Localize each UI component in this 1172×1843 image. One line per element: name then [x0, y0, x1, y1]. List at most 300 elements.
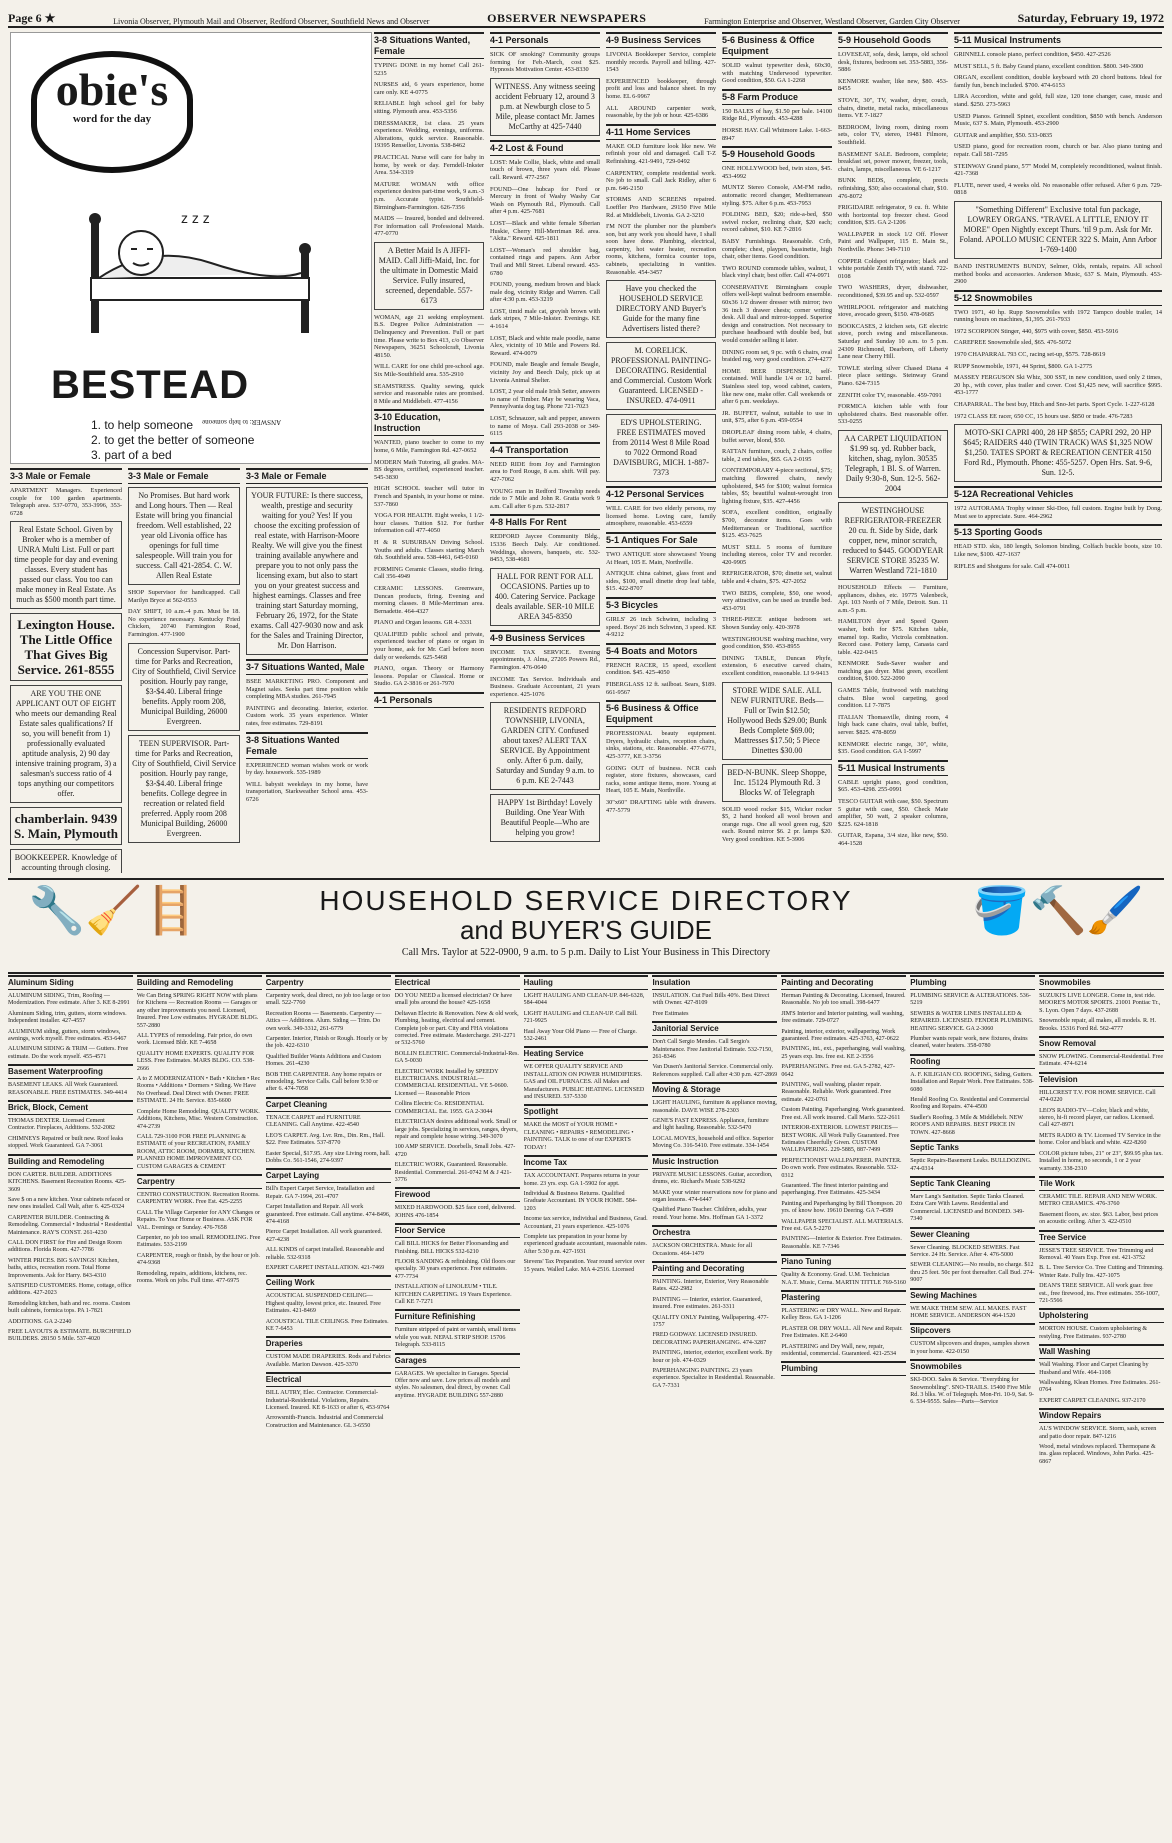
directory-section-heading: Hauling	[524, 975, 649, 990]
classified-ad: TWO WASHERS, dryer, dishwasher, reconditioned, $39.95 and up. 532-0597	[838, 284, 948, 300]
directory-section-heading: Heating Service	[524, 1046, 649, 1061]
classified-ad: TWO 1971, 40 hp. Rupp Snowmobiles with 1972 Tampco double trailer, 14 running hours on machines, $1,395. 261-7933	[954, 308, 1162, 324]
directory-ad: THOMAS DEXTER. Licensed Cement Contractor. Fireplaces, Additions. 532-2082	[8, 1118, 115, 1132]
classified-ad: SOFA, excellent condition, originally $700, decorator items. Goes with Mediterranean or Traditional, sacrifice $125. 453-7625	[722, 509, 832, 540]
classified-ad: KENMORE washer, like new, $80. 453-8455	[838, 77, 948, 93]
directory-ad: LIGHT HAULING, furniture & appliance moving, reasonable. DAVE WISE 278-2303	[652, 1100, 778, 1114]
classified-ad: GRINNELL console piano, perfect condition, $450. 427-2526	[954, 51, 1111, 58]
classified-ad: WOMAN, age 21 seeking employment. B.S. Degree Police Administration — Delinquency and Prevention. Full or part time. Please write to Box 413, c/o Observer Newspapers, 36251 Schoolcraft, Livonia 48150.	[374, 313, 484, 359]
classified-ad: TEEN SUPERVISOR. Part-time for Parks and Recreation, City of Southfield, Civil Service position. Hourly pay range, $3-$4.40. Liberal fringe benefits. College degree in recreation or related field preferred. Apply room 208 Municipal Building, 26000 Evergreen.	[132, 738, 236, 838]
directory-ad: LIGHT HAULING and CLEAN-UP. Call Bill. 721-9925	[523, 1010, 638, 1025]
directory-ad: Remodeling kitchen, bath and rec. rooms. Custom built cabinets, formica tops. PA 1-7821	[8, 1300, 131, 1315]
classified-ad: HOME BEER DISPENSER, self-contained. Will handle 1/4 or 1/2 barrel. Stainless steel top, wood cabinet, casters, like new one, make offer. Call weekends or after 6 p.m. weekdays.	[722, 367, 832, 406]
directory-section-heading: Carpentry	[266, 975, 391, 990]
classified-ad: CARPENTRY, complete residential work. No job to small. Call Jack Ridley, after 6 p.m. 646-2150	[606, 169, 716, 192]
directory-section-heading: Insulation	[652, 975, 777, 990]
classified-ad: INCOME TAX SERVICE. Evening appointments, J. Alma, 27205 Powers Rd., Farmington. 476-0640	[490, 648, 600, 671]
section-heading: 5-8 Farm Produce	[722, 89, 832, 105]
classified-ad: GIRLS' 26 inch Schwinn, including 3 speed. Boys' 26 inch Schwinn, 3 speed. KE 4-9212	[606, 616, 716, 639]
classified-ad: WESTINGHOUSE REFRIGERATOR-FREEZER 20 cu. ft. Side by Side, dark copper, new, minor scratch, reduced to $445.	[842, 505, 942, 555]
classified-ad: RESIDENTS REDFORD TOWNSHIP, LIVONIA, GARDEN CITY. Confused about taxes? ALERT TAX SERVICE. By Appointment only. After 6 p.m. daily, Saturday and Sunday 9 a.m. to 6 p.m. KE 2-7443	[496, 706, 594, 786]
classified-ad: WITNESS. Any witness seeing accident February 12, around 3 p.m. at Newburgh close to 5 Mile, please contact Mr. James McCarthy at 425-7440	[494, 81, 596, 131]
classified-column-7	[722, 32, 832, 873]
classified-ad: FIBERGLASS 12 ft. sailboat. Sears, $189. 661-9567	[606, 680, 716, 696]
classified-ad: FOUND, young, medium brown and black male dog, vicinity Ridge and Warren. Call after 4:30 p.m. 453-3219	[490, 281, 600, 304]
classified-ad: USED piano, good for recreation room, church or bar. Also piano tuning and repair. Call 581-7295	[954, 143, 1162, 158]
directory-column	[137, 975, 262, 1837]
classified-ad: USED Pianos. Grinnell Spinet, excellent condition, $850 with bench. Anderson Music, 637 S. Main, Plymouth. 453-2900	[954, 112, 1162, 128]
section-heading: 3-3 Male or Female	[10, 468, 122, 484]
directory-ad: Complete Home Remodeling. QUALITY WORK. Additions, Kitchens, Misc. Western Construction. 474-2739	[136, 1108, 260, 1130]
classified-ad: LOST: Male Collie, black, white and small touch of brown, three years old. Please call. Reward. 477-2567	[490, 158, 600, 181]
classified-ad: NURSES aid, 6 years experience, home care only. KE 4-0775	[374, 81, 484, 96]
classified-ad: LIVONIA Bookkeeper Service, complete monthly records. Payroll and billing. 427-1543	[606, 51, 716, 74]
classified-ad: AA CARPET LIQUIDATION $1.99 sq. yd. Rubber back, kitchen, shag, nylon. 30535 Telegraph, 1 Bl. S. of Warren. Daily 9:30-8, Sun. 12-5. 562-2004	[844, 433, 942, 493]
classified-ad: BOOKCASES, 2 kitchen sets, GE electric stove, porch swing and miscellaneous. Saturday and Sunday 10 a.m. to 5 p.m. 24309 Richmond, Dearborn, off Liberty Lane near Cherry Hill.	[838, 322, 948, 361]
directory-ad: FREE LAYOUTS & ESTIMATE. BURCHFIELD BUILDERS. 28150 5 Mile. 537-4020	[8, 1329, 131, 1343]
directory-ad: WALLPAPER SPECIALIST. ALL MATERIALS. Free est. GA 5-2270	[781, 1218, 904, 1232]
directory-ad: INSTALLATION of LINOLEUM • TILE. KITCHEN CARPETING. 19 Years Experience. Call KE 7-7271	[394, 1284, 512, 1305]
directory-ad: Save $ on a new kitchen. Your cabinets refaced or new ones installed. Call Walt, after 6. 425-0324	[8, 1196, 130, 1211]
classified-ad: ANTIQUE china cabinet, glass front and sides, $100, small dinette drop leaf table, $15. 422-8707	[606, 570, 716, 593]
directory-ad: GARAGES. We specialize in Garages. Special Offer now and save. Low prices all models and styles. No salesmen, deal direct, by owner. Call anytime. HYGRADE BUILDING 557-2880	[394, 1370, 511, 1399]
directory-section-heading: Tree Service	[1039, 1230, 1164, 1245]
section-heading: 3-7 Situations Wanted, Male	[246, 659, 368, 675]
classified-column-9	[954, 32, 1162, 873]
directory-section-heading: Brick, Block, Cement	[8, 1100, 133, 1115]
display-ad	[490, 568, 600, 626]
directory-section-heading: Moving & Storage	[652, 1082, 777, 1097]
display-ad	[128, 643, 240, 731]
directory-section-heading: Septic Tank Cleaning	[910, 1176, 1035, 1191]
section-heading: 4-1 Personals	[374, 692, 484, 708]
classified-ad: RIFLES and Shotguns for sale. Call 474-0011	[954, 562, 1071, 570]
display-ad	[954, 424, 1162, 482]
page-number: Page 6 ★	[8, 11, 56, 25]
workers-illustration-icon: 🪣🔨🖌️	[972, 885, 1144, 936]
classified-ad: REDFORD Jaycee Community Bldg., 15336 Beech Daly. Air conditioned. Weddings, showers, banquets, etc. 532-8453, 538-4681	[490, 533, 600, 564]
directory-section-heading: Plastering	[781, 1290, 906, 1305]
directory-column	[8, 975, 133, 1837]
directory-section-heading: Building and Remodeling	[137, 975, 262, 990]
directory-ad: Free Estimates	[652, 1010, 689, 1017]
classified-ad: HAPPY 1st Birthday! Lovely Building. One Year With Beautiful People—Who are helping you grow!	[497, 798, 593, 838]
classified-ad: MAIDS — Insured, bonded and delivered. For information call Professional Maids. 477-0770	[374, 215, 484, 238]
directory-ad: PAINTING, wall washing, plaster repair. Reasonable. Reliable. Work guaranteed. Free estimate. 422-0761	[781, 1082, 892, 1103]
word-of-day: BESTEAD	[51, 363, 250, 407]
classified-ad: LIRA Accordion, white and gold, full size, 120 tone changer, case, music and stand. $250. 273-5963	[954, 93, 1162, 108]
directory-section-heading: Plumbing	[781, 1361, 906, 1376]
classified-ad: CERAMIC LESSONS. Greenware, Duncan products, firing. Evening and morning classes. 8 Mile-Merriman area. Bernadette. 464-4327	[374, 584, 484, 615]
section-heading: 4-11 Home Services	[606, 124, 716, 140]
directory-ad: SKI-DOO. Sales & Service. "Everything for Snowmobiling". SNO-TRAILS. 15400 Five Mile Rd. 3 blks. W. of Telegraph. Mon-Fri. 10-9, Sat. 9-6. 534-9555. Sales—Parts—Service	[910, 1377, 1034, 1406]
obie-logo-word: obie's	[55, 64, 169, 115]
classified-ad: BED-N-BUNK. Sleep Shoppe, Inc. 15124 Plymouth Rd. 3 Blocks W. of Telegraph	[727, 767, 827, 797]
masthead	[8, 8, 1164, 28]
directory-ad: PLUMBING SERVICE & ALTERATIONS. 536-5219	[910, 993, 1031, 1007]
classified-ad: Lexington House. The Little Office That Gives Big Service. 261-8555	[17, 617, 115, 678]
directory-section-heading: Painting and Decorating	[652, 1261, 777, 1276]
classified-ad: LOST—Woman's red shoulder bag, contained rings and papers. Ann Arbor Trail and Mill Street. Liberal reward. 453-6780	[490, 246, 600, 277]
directory-ad: Collins Electric Co. RESIDENTIAL COMMERCIAL. Est. 1955. GA 2-3044	[394, 1101, 493, 1115]
svg-text:z z z: z z z	[181, 210, 210, 226]
directory-ad: Remodeling, repairs, additions, kitchens, rec. rooms. Work on jobs. Full time. 477-6975	[136, 1270, 248, 1284]
section-heading: 5-11 Musical Instruments	[954, 32, 1162, 48]
directory-column	[266, 975, 391, 1837]
workers-illustration-icon: 🔧🧹🪜	[28, 885, 200, 936]
display-ad	[606, 342, 716, 410]
classified-ad: TWO BEDS, complete, $50, one wood, very attractive, can be used as trundle bed. 453-0791	[722, 589, 832, 612]
directory-section-heading: Snow Removal	[1039, 1036, 1164, 1051]
directory-ad: JIM'S Interior and Interior painting, wall washing, free estimate. 729-0727	[781, 1010, 904, 1025]
directory-ad: CARPENTER BUILDER. Contracting & Remodeling. Commercial • Industrial • Residential Maintenance. RAY'S CONST. 261-4230	[8, 1214, 133, 1236]
display-ad	[374, 242, 484, 310]
section-heading: 4-12 Personal Services	[606, 486, 716, 502]
directory-ad: Wallwashing, Klean Homes. Free Estimates. 261-0764	[1039, 1380, 1161, 1394]
directory-ad: LIGHT HAULING AND CLEAN-UP. 846-6328, 584-4044	[523, 993, 645, 1007]
directory-call-line: Call Mrs. Taylor at 522-0900, 9 a.m. to 5 p.m. Daily to List Your Business in This Directory	[401, 947, 771, 958]
directory-ad: ELECTRICIAN desires additional work. Small or large jobs. Specializing in services, ranges, dryers, repair and complete house wiring. 349-3070	[394, 1119, 518, 1140]
classified-ad: COPPER Coldspot refrigerator; black and white portable Zenith TV, with stand. 722-0108	[838, 257, 948, 280]
classified-ad: FRENCH RACER, 15 speed, excellent condition. $45. 425-4050	[606, 661, 716, 677]
directory-section-heading: Wall Washing	[1039, 1344, 1164, 1359]
section-heading: 4-1 Personals	[490, 32, 600, 48]
directory-ad: AL'S WINDOW SERVICE. Storm, sash, screen and patio door repair. 847-1216	[1039, 1426, 1157, 1440]
section-heading: 3-8 Situations Wanted, Female	[374, 32, 484, 59]
directory-ad: BASEMENT LEAKS. All Work Guaranteed. REASONABLE. FREE ESTIMATES. 349-4414	[8, 1082, 128, 1096]
directory-ad: CALL The Village Carpenter for ANY Changes or Repairs. To Your Home or Business. ASK FOR VAL. Evenings or Sunday. 476-7658	[136, 1209, 260, 1231]
directory-ad: LEO'S RADIO-TV—Color, black and white, stereo, hi-fi record player, car radios. Licensed. Call 427-8971	[1039, 1107, 1155, 1129]
classified-ad: TYPING DONE in my home! Call 261-5235	[374, 62, 484, 77]
directory-ad: Wood, metal windows replaced. Thermopane & ins. glass replaced. Windows, John Parks. 425-6867	[1039, 1444, 1156, 1465]
directory-section-heading: Sewer Cleaning	[910, 1227, 1035, 1242]
classified-ad: CABLE upright piano, good condition, $65. 453-4298. 255-0991	[838, 778, 948, 794]
directory-ad: Arrowsmith-Francis. Industrial and Commercial Construction and Maintenance. GL 3-6550	[265, 1415, 384, 1429]
classified-ad: LOST, 2 year old male Irish Setter, answers to name of Timber. May be wearing Vaca, Pennsylvania dog tag. Phone 721-7023	[490, 388, 600, 411]
classified-ad: CAREFREE Snowmobile sled, $65. 476-5072	[954, 339, 1072, 347]
classified-ad: GAMES Table, fruitwood with matching chairs. Blue wool carpeting, good condition. LI 7-7875	[838, 687, 948, 710]
classified-ad: H & R SUBURBAN Driving School. Youths and adults. Classes starting March 6th. Southfield area. 538-4461, 645-0160	[374, 538, 484, 562]
display-ad	[954, 201, 1162, 259]
directory-ad: SEWERS & WATER LINES INSTALLED & REPAIRED. LICENSED. FENDER PLUMBING. HEATING SERVICE. GA 2-3060	[910, 1010, 1034, 1032]
classified-ad: RATTAN furniture, couch, 2 chairs, coffee table, 2 end tables, $65. GA 2-0195	[722, 448, 832, 463]
directory-ad: BILL AUTRY, Elec. Contractor. Commercial-Industrial-Residential. Violations, Repairs. Licensed. Insured. KE 8-1633 or after 6, 453-9764	[265, 1390, 390, 1412]
directory-ad: CUSTOM slipcovers and drapes, samples shown in your home. 422-0150	[910, 1341, 1030, 1355]
directory-ad: Don't Call Sergio Mendes. Call Sergio's Maintenance. Free Janitorial Estimate. 532-7150, 261-8346	[652, 1039, 773, 1061]
directory-ad: Quality & Economy. Grad. U.M. Technician N.A.T. Music, Cerna. MARTIN TITTLE 769-5160	[781, 1272, 906, 1286]
classified-ad: NEED RIDE from Joy and Farmington area to Ford Rouge, 8 a.m. shift. Will pay. 427-7062	[490, 460, 600, 483]
directory-ad: Complete tax preparation in your home by experienced graduate accountant, reasonable rates. After 5:30 p.m. 427-1931	[523, 1233, 648, 1255]
classified-ad: BEDROOM, living room, dining room sets, color TV, stereo, 19481 Filmore, Southfield.	[838, 123, 948, 146]
directory-ad: JESSE'S TREE SERVICE. Tree Trimming and Removal. 40 Years Exp. Free est. 421-3752	[1039, 1247, 1154, 1261]
classified-ad: INCOME Tax Service. Individuals and Business. Graduate Accountant, 21 years experience. 425-1076	[490, 675, 600, 698]
classified-ad: ALL AROUND carpenter work, reasonable, by the job or hour. 425-6386	[606, 104, 716, 120]
classified-ad: GUITAR, Espana, 3/4 size, like new, $50. 464-1528	[838, 832, 948, 847]
classified-column-5	[490, 32, 600, 873]
definition-1: 1. to help someone	[91, 418, 194, 432]
directory-ad: 100 AMP SERVICE. Doorbells, Small Jobs. 427-4720	[394, 1144, 516, 1158]
classified-ad: PAINTING and decorating. Interior, exterior. Custom work. 35 years experience. Winter rates, free estimates. 729-8191	[246, 704, 368, 727]
section-heading: 4-9 Business Services	[490, 630, 600, 646]
directory-ad: DEAN'S TREE SERVICE. All work guar. free est., free firewood, ins. Free estimates. 356-1007, 721-5566	[1039, 1283, 1160, 1304]
directory-ad: LOCAL MOVES, household and office. Superior Moving Co. 316-5410. Free estimate. 334-1454	[652, 1135, 774, 1150]
classified-ad: STORMS AND SCREENS repaired. Loeffler Pro Hardware, 29150 Five Mile Rd. at Middlebelt, Livonia. GA 2-3210	[606, 196, 716, 219]
classified-ad: "Something Different" Exclusive total fun package, LOWREY ORGANS. "TRAVEL A LITTLE, ENJOY IT MORE" Open Nightly except Thurs. 'til 9 p.m. Ask for Mr. Foland. APOLLO MUSIC CENTER 322 S. Main, Ann Arbor 1-769-1400	[959, 204, 1157, 254]
directory-section-heading: Piano Tuning	[781, 1254, 906, 1269]
classified-ad: SOLID walnut typewriter desk, 60x30, with matching Underwood typewriter. Good condition, $50. GA 1-2268	[722, 62, 832, 85]
directory-ad: Herald Roofing Co. Residential and Commercial Roofing and Repairs. 474-4500	[910, 1097, 1030, 1111]
directory-ad: COLOR picture tubes, 21" or 23", $99.95 plus tax. Installed in home, no seconds, 1 or 2 year warranty. 338-2310	[1039, 1150, 1163, 1172]
display-ad	[128, 487, 240, 585]
classified-ad: ITALIAN Thomasville, dining room, 4 high back cane chairs, oval table, buffet, server. $825. 478-8059	[838, 713, 948, 737]
directory-ad: BOLLIN ELECTRIC. Commercial-Industrial-Res. GA 5-0030	[394, 1050, 519, 1065]
classified-ad: FORMICA kitchen table with four upholstered chairs. Best reasonable offer. 533-0255	[838, 403, 948, 426]
classified-ad: CONSERVATIVE Birmingham couple offers well-kept walnut bedroom ensemble. 60x36 1/2 drawer dresser with mirror; two 36 inch 3 drawer chests; corner writing desk. All dual and mirror-topped. Superior design and construction. Not necessary to purchase headboard with double bed, but would consider selling it later.	[722, 283, 832, 345]
classified-ad: CHAPARRAL. The best buy, Hitch and Sno-Jet parts. Sport Cycle. 1-227-6128	[954, 401, 1155, 409]
directory-ad: A. F. KILIGIAN CO. ROOFING, Siding, Gutters. Installation and Repair Work. Free Estimates. 538-6080	[910, 1071, 1034, 1093]
classified-ad: TOWLE sterling silver Chased Diana 4 piece place settings. Steinway Grand Piano. 624-7315	[838, 364, 948, 387]
definition-2: 2. to get the better of someone	[91, 433, 255, 447]
directory-ad: Recreation Rooms — Basements. Carpentry — Attics — Additions. Alum. Siding — Trim. Do own work. 349-3312, 261-6779	[265, 1010, 382, 1032]
classified-ad: APARTMENT Managers. Experienced couple for 100 garden apartments. Telegraph area. 537-0770, 353-3996, 353-6728	[10, 487, 122, 517]
classified-ad: DINING TABLE, Duncan Phyfe, extension, 6 executive carved chairs, excellent condition, reasonable. LI 9-9413	[722, 654, 832, 677]
classified-ad: FOUND, male Beagle and female Beagle, vicinity Joy and Beech Daly, pick up at Livonia Animal Shelter.	[490, 361, 600, 384]
display-ad	[10, 685, 122, 803]
classified-ad: PIANO and Organ lessons. GR 4-3331	[374, 619, 473, 627]
classified-column-8	[838, 32, 948, 873]
section-heading: 5-11 Musical Instruments	[838, 760, 948, 776]
directory-ad: B. L. Tree Service Co. Tree Cutting and Trimming. Winter Rate. Fully Ins. 427-1075	[1039, 1265, 1164, 1279]
display-ad	[490, 78, 600, 136]
display-ad	[128, 735, 240, 843]
display-ad	[606, 414, 716, 482]
classified-ad: BUNK BEDS, complete, precis refinishing, $30; also occasional chair, $10. 476-8072	[838, 177, 948, 200]
directory-section-heading: Building and Remodeling	[8, 1154, 133, 1169]
classified-ad: STORE WIDE SALE. ALL NEW FURNITURE. Beds—Full or Twin $12.50; Hollywood Beds $29.00; Bunk Beds Complete $69.00; Mattresses $17.50; 5 Piece Dinettes $30.00	[727, 685, 827, 755]
directory-ad: ALUMINUM siding, gutters, storm windows, awnings, work myself. Free estimates. 453-6467	[8, 1028, 127, 1043]
directory-ad: Qualified Piano Teacher. Children, adults, year round. Your home. Mrs. Hoffman GA 1-3372	[652, 1207, 767, 1221]
classified-ad: 1972 SCORPION Stinger, 440, $975 with cover, $850. 453-5916	[954, 327, 1119, 335]
directory-column	[1039, 975, 1164, 1837]
directory-section-heading: Painting and Decorating	[781, 975, 906, 990]
directory-section-heading: Orchestra	[652, 1225, 777, 1240]
directory-section-heading: Furniture Refinishing	[395, 1309, 520, 1324]
classified-ad: MATURE WOMAN with office experience desires part-time work, 9 a.m.-3 p.m. Accurate typist. Southfield-Birmingham-Farmington. 626-7356	[374, 180, 484, 211]
classified-ad: FOLDING BED, $20; ride-a-bed, $50 swivel rocker, reclining chair, $20 each; record cabinet, $10. KE 7-2816	[722, 211, 832, 234]
directory-section-heading: Carpentry	[137, 1174, 262, 1189]
classified-ad: JR. BUFFET, walnut, suitable to use in unit, $75, after 6 p.m. 459-0554	[722, 409, 832, 425]
display-ad	[490, 702, 600, 790]
directory-ad: ADDITIONS. GA 2-2240	[8, 1318, 72, 1325]
classified-ad: HIGH SCHOOL teacher will tutor in French and Spanish, in your home or mine. 537-7860	[374, 485, 484, 508]
classified-ad: Have you checked the HOUSEHOLD SERVICE DIRECTORY AND Buyer's Guide for the many fine Advertisers listed there?	[616, 284, 706, 334]
classified-ad: WANTED, piano teacher to come to my home, 6 Mile, Farmington Rd. 427-0652	[374, 439, 484, 454]
directory-ad: Easter Special, $17.95. Any size Living room, hall. Dobbs Co. 561-1546, 274-9397	[265, 1150, 391, 1164]
classified-ad: HAMILTON dryer and Speed Queen washer, both for $75. Kitchen table, enamel top. Radio, Victrola combination. Record case. Pottery lamp, Canasta card table. 422-0415	[838, 618, 948, 656]
directory-section-heading: Snowmobiles	[910, 1359, 1035, 1374]
classified-ad: BSEE MARKETING PRO. Component and Magnet sales. Seeks part time position while completing MBA studies. 261-7945	[246, 678, 368, 701]
directory-ad: ALUMINUM SIDING & TRIM — Gutters. Free estimate. Do the work myself. 455-4571	[8, 1046, 129, 1060]
directory-title: HOUSEHOLD SERVICE DIRECTORY	[319, 885, 853, 916]
classified-ad: FOUND—One hubcap for Ford or Mercury in front of Washy Washy Car Wash on Plymouth Rd., Plymouth. Call after 4 p.m. 425-7681	[490, 185, 600, 216]
masthead-brand: OBSERVER NEWSPAPERS	[487, 11, 647, 25]
directory-subtitle: and BUYER'S GUIDE	[459, 915, 713, 945]
directory-ad: PRIVATE MUSIC LESSONS. Guitar, accordion, drums, etc. Richard's Music 538-9292	[652, 1171, 773, 1186]
directory-column	[524, 975, 649, 1837]
upside-down-answer: ANSWER: to help someone	[201, 418, 281, 426]
section-heading: 5-12 Snowmobiles	[954, 290, 1162, 306]
directory-ad: PAINTING—Interior & Exterior. Free Estimates. Reasonable. KE 7-7346	[781, 1236, 902, 1250]
classified-column-2	[128, 468, 240, 873]
section-heading: 5-6 Business & Office Equipment	[606, 700, 716, 727]
classified-ad: WILL babysit weekdays in my home, have transportation, Starkweather School area. 453-6726	[246, 780, 368, 803]
classified-ad: RUPP Snowmobile, 1971, 44 Sprint, $800. GA 1-2775	[954, 362, 1093, 370]
display-ad	[10, 807, 122, 845]
classified-ad: EXPERIENCED woman wishes work or work by day. housework. 535-1989	[246, 761, 368, 777]
directory-section-heading: Slipcovers	[910, 1323, 1035, 1338]
classified-ad: STOVE, 30", TV, washer, dryer, couch, chairs, dinette, metal racks, miscellaneous items. VE 7-1827	[838, 96, 948, 120]
directory-ad: Custom Painting. Paperhanging. Work guaranteed. Free est. All work insured. Call Mario. 522-2611	[781, 1107, 905, 1121]
directory-ad: Bill's Expert Carpet Service, Installation and Repair. GA 7-1994, 261-4707	[265, 1186, 375, 1200]
directory-ad: JACKSON ORCHESTRA. Music for all Occasions. 464-1479	[652, 1243, 753, 1257]
directory-section-heading: Aluminum Siding	[8, 975, 133, 990]
directory-ad: ALL KINDS of carpet installed. Reasonable and reliable. 532-9318	[265, 1247, 385, 1261]
bed-illustration-icon	[61, 183, 341, 343]
classified-ad: WESTINGHOUSE washing machine, very good condition, $50. 453-8955	[722, 635, 832, 651]
directory-ad: EXPERT CARPET CLEANING. 937-2170	[1039, 1397, 1146, 1404]
directory-section-heading: Income Tax	[524, 1155, 649, 1170]
directory-ad: Income tax service, individual and Business, Grad. Accountant, 21 years experience. 425-1076	[523, 1216, 648, 1230]
classified-ad: MUST SELL 5 rooms of furniture including stereos, color TV and recorder. 420-9905	[722, 543, 832, 566]
definition-3: 3. part of a bed	[91, 448, 172, 462]
directory-ad: Basement floors, av. size. $63. Labor, best prices on acoustic ceiling. After 3. 422-0510	[1039, 1211, 1159, 1226]
directory-ad: PERFECTIONIST WALLPAPERER. PAINTER. Do own work. Free estimates. Reasonable. 532-0312	[781, 1157, 902, 1179]
directory-ad: CHIMNEYS Repaired or built new. Roof leaks stopped. Work Guaranteed. GA 7-3061	[8, 1135, 124, 1150]
section-heading: 5-12A Recreational Vehicles	[954, 486, 1162, 502]
section-heading: 5-1 Antiques For Sale	[606, 532, 716, 548]
classified-ad: MAKE OLD furniture look like new. We refinish your old and damaged. Call T-Z Refinishing. 421-9491, 729-0492	[606, 142, 716, 165]
classified-ad: ARE YOU THE ONE APPLICANT OUT OF EIGHT who meets our demanding Real Estate sales qualifications? If so, you will benefit from 1) professionally evaluated aptitude analysis, 2) 90 day intensive training program, 3) a salesman's success ratio of 4 tops anything our competitors offer.	[15, 689, 117, 799]
classified-ad: MODERN Math Tutoring, all grades. MA-BS degrees, certified, experienced teacher. 545-3830	[374, 458, 484, 481]
directory-column	[781, 975, 906, 1837]
classified-ad: EXPERIENCED bookkeeper, through profit and loss and balance sheet. In my home. EL 6-9967	[606, 77, 716, 100]
directory-banner	[8, 878, 1164, 974]
directory-section-heading: Plumbing	[910, 975, 1035, 990]
display-ad	[10, 613, 122, 681]
directory-ad: Aluminum Siding, trim, gutters, storm windows. Independent installer. 427-4557	[8, 1010, 127, 1025]
classified-ad: LOST, Schnauzer, salt and pepper, answers to name of Moya. Call 293-2038 or 349-6115	[490, 415, 600, 438]
classified-ad: FRIGIDAIRE refrigerator, 9 cu. ft. White with horizontal top freezer chest. Good condition, $35. GA 2-1206	[838, 204, 948, 227]
directory-section-heading: Floor Service	[395, 1223, 520, 1238]
classified-ad: 1972 CLASS EE racer, 650 CC, 15 hours use. $850 or trade. 476-7283	[954, 412, 1133, 420]
directory-ad: Carpentry work, deal direct, no job too large or too small. 522-7760	[265, 993, 391, 1007]
directory-ad: INSULATION. Cut Fuel Bills 40%. Best Direct with Owner. 427-8109	[652, 993, 770, 1007]
directory-ad: Carpenter. Interior, Finish or Rough. Hourly or by the job. 422-6310	[265, 1036, 388, 1050]
directory-ad: PLASTER OR DRY WALL. All New and Repair. Free Estimates. KE 2-6460	[781, 1325, 903, 1340]
classified-ad: BABY Furnishings. Reasonable. Crib, complete; chest, playpen, bassinette, high chair, other items. Good condition.	[722, 237, 832, 261]
classified-ad: GOING OUT of business. NCR cash register, store fixtures, showcases, card racks, some antique items, more. Young at Heart, 105 E. Main, Northville.	[606, 764, 716, 795]
classified-ad: HEAD STD. skis, 180 length, Solomon binding, Colfach buckle boots, size 10. Like new, $100. 427-1637	[954, 543, 1162, 558]
directory-ad: TENACE CARPET and FURNITURE CLEANING. Call Anytime. 422-4540	[265, 1114, 361, 1129]
directory-ad: QUALITY HOME EXPERTS. QUALITY FOR LESS. Free Estimates. MARS BLDG. CO. 538-2666	[136, 1050, 255, 1072]
classified-ad: BOOKKEEPER. Knowledge of accounting through closing.	[14, 853, 118, 873]
directory-ad: ALL TYPES of remodeling. Fair price, do own work. Licensed Bldr. KE 7-4658	[136, 1033, 253, 1047]
directory-ad: PLASTERING and Dry Wall, new, repair, residential, commercial. Guaranteed. 421-2534	[781, 1343, 897, 1358]
directory-ad: FRED GODWAY. LICENSED INSURED. DECORATING PAPERHANGING. 474-3287	[652, 1332, 767, 1346]
directory-ad: Plumber wants repair work, new fixtures, drains cleaned, water heaters. 358-0780	[910, 1036, 1028, 1050]
directory-ad: CENTRO CONSTRUCTION. Recreation Rooms. CARPENTRY WORK. Free Est. 425-2255	[136, 1191, 260, 1206]
directory-ad: CALL DON FIRST for Fire and Design Room additions. Florida Room. 427-7786	[8, 1239, 122, 1254]
directory-column	[910, 975, 1035, 1837]
classified-ad: ED'S UPHOLSTERING. FREE ESTIMATES moved from 20114 West 8 Mile Road to 7022 Ormond Road DAVISBURG, MICH. 1-887-7373	[612, 418, 710, 478]
classified-ad: THREE-PIECE antique bedroom set. Shown Sunday only. 420-3978	[722, 616, 832, 632]
display-ad	[838, 502, 948, 580]
classified-ad: LOST, timid male cat, greyish brown with dark stripes, 7 Mile-Inkster. Evenings. KE 4-1614	[490, 307, 600, 331]
directory-ad: We Can Bring SPRING RIGHT NOW with plans for Kitchens — Recreation Rooms — Garages or any other improvements you need. Licensed, Insured. Free Low estimates. HYGRADE BLDG. 557-2880	[136, 993, 259, 1029]
classified-ad: 150 BALES of hay, $1.50 per bale. 14100 Ridge Rd., Plymouth. 453-4288	[722, 107, 832, 123]
classified-ad: PROFESSIONAL beauty equipment. Dryers, hydraulic chairs, reception chairs, sinks, stations, etc. Reasonable. 477-6771, 425-3777, KE 3-3756	[606, 730, 716, 760]
directory-ad: PLASTERING or DRY WALL. New and Repair. Kelley Bros. GA 1-1206	[781, 1308, 902, 1322]
directory-ad: CALL 729-3100 FOR FREE PLANNING & ESTIMATE of your RECREATION, FAMILY ROOM, ATTIC ROOM, DORMER, KITCHEN. PLANNED HOME IMPROVEMENT CO. CUSTOM GARAGES & CEMENT	[136, 1133, 256, 1170]
classified-ad: HOUSEHOLD Effects — Furniture, appliances, dishes, etc. 19775 Valenbeck, Apt. 103 North of 7 Mile, Detroit. Sun. 11 a.m.-5 p.m.	[838, 583, 948, 614]
directory-ad: FLOOR SANDING & refinishing. Old floors our specialty. 30 years experience. Free estimates. 477-7734	[394, 1258, 516, 1280]
classified-ad: PIANO, organ. Theory or Harmony lessons. Popular or Classical. Home or Studio. GA 2-3816 or 261-7970	[374, 665, 484, 688]
classified-ad: TWO ANTIQUE store showcases! Young At Heart, 105 E. Main, Northville.	[606, 551, 716, 566]
directory-section-heading: Tile Work	[1039, 1176, 1164, 1191]
section-heading: 3-10 Education, Instruction	[374, 409, 484, 436]
directory-ad: Sewer Cleaning. BLOCKED SEWERS. Fast Service. 24 Hr. Service. After 4. 476-5000	[910, 1244, 1020, 1258]
section-heading: 3-3 Male or Female	[246, 468, 368, 484]
display-ad	[722, 682, 832, 760]
section-heading: 5-3 Bicycles	[606, 597, 716, 613]
classified-ad: REFRIGERATOR, $70; dinette set, walnut table and 4 chairs, $75. 427-2052	[722, 570, 832, 586]
directory-section-heading: Window Repairs	[1039, 1408, 1164, 1423]
section-heading: 5-4 Boats and Motors	[606, 643, 716, 659]
directory-section-heading: Upholstering	[1039, 1308, 1164, 1323]
classified-ad: 30"x60" DRAFTING table with drawers. 477-5779	[606, 798, 716, 814]
classified-ad: GOODYEAR SERVICE STORE 35235 W. Warren Westland 721-1810	[846, 545, 944, 575]
directory-ad: Carpenter, no job too small. REMODELING. Free Estimates. 533-2199	[136, 1234, 261, 1249]
classified-ad: chamberlain. 9439 S. Main, Plymouth	[14, 811, 119, 842]
classified-ad: RELIABLE high school girl for baby sitting. Plymouth area. 453-5356	[374, 100, 484, 115]
classified-ad: MOTO-SKI CAPRI 400, 28 HP $855; CAPRI 292, 20 HP $645; RAIDERS 440 (TWIN TRACK) WAS $1,325 NOW $1,250. TATES SPORT & RECREATION CENTER 4150 Ford Rd., Plymouth. Phone: 455-5257. Open Hrs. Sat. 9-6, Sun. 12-5.	[963, 428, 1153, 478]
classified-ad: DINING room set, 9 pc. with 6 chairs, oval braided rug, very good condition. 274-4277	[722, 348, 832, 364]
directory-ad: EXPERT CARPET INSTALLATION. 421-7469	[265, 1264, 385, 1271]
classified-ad: KENMORE electric range, 30", white, $35. Good condition. GA 1-5997	[838, 740, 948, 756]
directory-ad: ELECTRIC WORK Installed by SPEEDY ELECTRICIANS. INDUSTRIAL—COMMERCIAL RESIDENTIAL. VE 5-0600. Licensed — Reasonable Prices	[394, 1068, 509, 1097]
directory-ad: Septic Repairs-Basement Leaks. BULLDOZING. 474-0314	[910, 1158, 1032, 1172]
classified-ad: QUALIFIED public school and private, experienced teacher of piano or organ in your home, ask for Mr. Carl before noon daily or weekends. 625-5468	[374, 630, 484, 661]
directory-ad: SUZUKI'S LIVE LONGER. Come in, test ride. MOORE'S MOTOR SPORTS. 21001 Pontiac Tr., S. Lyon. Open 7 days. 437-2688	[1039, 993, 1161, 1014]
directory-section-heading: Ceiling Work	[266, 1275, 391, 1290]
classified-ad: SEAMSTRESS. Quality sewing, quick service and reasonable rates are promised. 8 Mile and Middlebelt. 477-4156	[374, 382, 484, 405]
directory-section-heading: Draperies	[266, 1336, 391, 1351]
directory-ad: Deltavan Electric & Renovation. New & old work, Plumbing, heating, electrical and cement. Complete job or part. City and FHA violations corrected. Free estimate. Mastercharge. 291-2271 or 532-5760	[394, 1010, 519, 1047]
classified-ad: WILL CARE for two elderly persons, my licensed home. Loving care, family atmosphere, reasonable. 453-6559	[606, 505, 716, 528]
directory-ad: METS RADIO & TV. Licensed TV Service in the home. Color and black and white. 422-8260	[1039, 1132, 1161, 1147]
classified-ad: KENMORE Suds-Saver washer and matching gas dryer. Mist green, excellent condition, $100. 522-2090	[838, 660, 948, 683]
directory-section-heading: Carpet Laying	[266, 1168, 391, 1183]
classified-ad: SHOP Supervisor for handicapped. Call Marilyn Bryce at 562-0553	[128, 589, 240, 604]
directory-ad: ELECTRIC WORK, Guaranteed. Reasonable. Residential. Commercial. 261-0742 M & J 421-3776	[394, 1162, 512, 1183]
classified-ad: WHIRLPOOL refrigerator and matching stove, avocado green, $150. 478-0685	[838, 303, 948, 319]
classified-ad: WILL CARE for one child pre-school age. Six Mile-Southfield area. 535-2910	[374, 363, 484, 379]
directory-ad: Pierce Carpet Installation. All work guaranteed. 427-4238	[265, 1229, 383, 1243]
classified-column-4	[374, 32, 484, 873]
classified-ad: DROPLEAF dining room table, 4 chairs, buffet server, blond, $50.	[722, 428, 832, 444]
directory-ad: WE MAKE THEM SEW. ALL MAKES. FAST HOME SERVICE. ANDERSON 464-1520	[910, 1305, 1027, 1319]
directory-ad: MAKE your winter reservations now for piano and organ lessons. 474-6447	[652, 1189, 778, 1203]
